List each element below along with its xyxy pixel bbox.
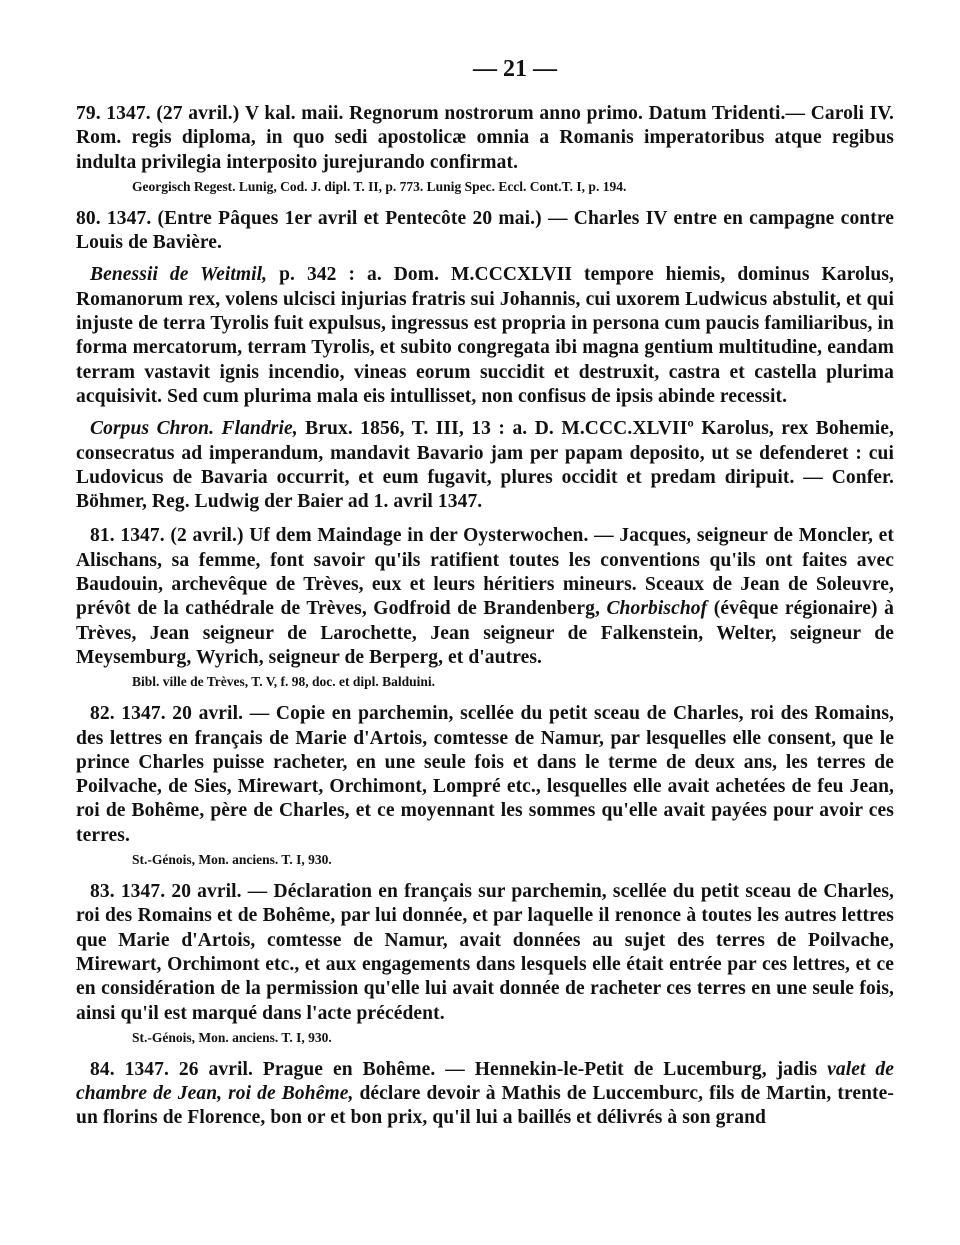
entry-number: 83. 1347.: [90, 881, 166, 903]
entry-italic: Chorbischof: [606, 598, 708, 620]
entry-number: 84. 1347.: [90, 1058, 169, 1080]
entry-83-text: [76, 880, 894, 1026]
entry-title: V kal. maii. Regnorum nostrorum anno primo. Datum Tridenti.—: [244, 103, 806, 124]
entry-body: — Hennekin-le-Petit de Lucemburg, jadis: [435, 1058, 828, 1080]
entry-body-end: (évêque régionaire) à Trèves, Jean seigneur de Larochette, Jean seigneur de Falkenstein, Welter, seigneur de Meysemburg, Wyrich, seigneur de Berperg, et d'autres.: [76, 598, 894, 668]
entry-date: 26 avril.: [168, 1058, 263, 1080]
entry-body: (Entre Pâques 1er avril et Pentecôte 20 mai.) — Charles IV entre en campagne contre Louis de Bavière.: [76, 207, 894, 254]
entry-italic: valet de chambre de Jean, roi de Bohême,: [76, 1058, 895, 1105]
entry-82: [76, 702, 894, 870]
entry-80-chronicle-2: [76, 417, 894, 514]
entry-83-source: St.-Génois, Mon. anciens. T. I, 930.: [132, 1029, 332, 1045]
entry-body: 20 avril. — Déclaration en français sur parchemin, scellée du petit sceau de Charles, roi des Romains et de Bohême, par lui donnée, et par laquelle il renonce à toutes les autres lettres que Marie d'Artois, comtesse de Namur, avait données au sujet des terres de Poilvache, Mirewart, Orchimont etc., et aux engagements dans lesquels elle était entrée par ces lettres, et ce en considération de la permission qu'elle lui avait donnée de racheter ces terres en une seule fois, ainsi qu'il est marqué dans l'acte précédent.: [76, 881, 895, 1024]
chronicle-text: p. 342 : a. Dom. M.CCCXLVII tempore hiemis, dominus Karolus, Romanorum rex, volens ulcisci injurias fratris sui Johannis, cui uxorem Ludwicus abstulit, et qui injuste de terra Tyrolis fuit expulsus, ingressus est propria in persona cum paucis familiaribus, in forma mercatorum, terram Tyrolis, et subito congregata ibi magna gentium multitudine, eandam terram vastavit ignis incendio, vineas eorum succidit et destruxit, castra et castella plurima acquisivit. Sed cum plurima mala eis intullisset, non confisus de ipsis abinde recessit.: [76, 264, 894, 407]
entry-body-end: déclare devoir à Mathis de Luccemburc, fils de Martin, trente-un florins de Florence, bon or et bon prix, qu'il lui a baillés et délivrés à son grand: [76, 1083, 894, 1129]
chronicle-title: Corpus Chron. Flandrie,: [90, 418, 298, 440]
entry-title: Uf dem Maindage in der Oysterwochen.: [249, 525, 589, 547]
entry-82-source: St.-Génois, Mon. anciens. T. I, 930.: [132, 852, 332, 868]
entry-79-text: [76, 102, 894, 175]
entry-80-text: [76, 207, 894, 256]
entry-83: [76, 880, 894, 1048]
entry-79-source: Georgisch Regest. Lunig, Cod. J. dipl. T. II, p. 773. Lunig Spec. Eccl. Cont.T. I, p. 194.: [132, 178, 627, 194]
entry-81-source: Bibl. ville de Trèves, T. V, f. 98, doc. et dipl. Balduini.: [132, 674, 436, 690]
entry-date: (2 avril.): [164, 525, 250, 547]
entry-number: 79. 1347.: [76, 103, 151, 124]
entry-80: [76, 207, 894, 515]
entry-79: [76, 102, 894, 197]
entry-title: Prague en Bohême.: [262, 1058, 436, 1080]
entry-81: [76, 524, 894, 692]
entry-body: Caroli IV. Rom. regis diploma, in quo sedi apostolicæ omnia a Romanis imperatoribus atque regibus indulta privilegia interposito jurejurando confirmat.: [76, 103, 895, 173]
chronicle-text: Brux. 1856, T. III, 13 : a. D. M.CCC.XLVIIº Karolus, rex Bohemie, consecratus ad imperandum, mandavit Bavario jam per papam deposito, ut se defenderet : cui Ludovicus de Bavaria occurrit, et eum fugavit, plures occidit et predam diripuit. — Confer. Böhmer, Reg. Ludwig der Baier ad 1. avril 1347.: [76, 418, 894, 513]
chronicle-title: Benessii de Weitmil,: [90, 264, 268, 286]
page-number: — 21 —: [473, 56, 557, 82]
entry-body: — Jacques, seigneur de Moncler, et Alischans, sa femme, font savoir qu'ils ratifient toutes les conventions qu'ils ont faites avec Baudouin, archevêque de Trèves, eux et leurs héritiers mineurs. Sceaux de Jean de Soleuvre, prévôt de la cathédrale de Trèves, Godfroid de Brandenberg,: [76, 525, 894, 620]
entry-date: (27 avril.): [150, 103, 245, 124]
entry-81-text: [76, 524, 894, 670]
entry-body: 20 avril. — Copie en parchemin, scellée du petit sceau de Charles, roi des Romains, des lettres en français de Marie d'Artois, comtesse de Namur, par lesquelles elle consent, que le prince Charles puisse racheter, en une seule fois et dans le terme de deux ans, les terres de Poilvache, de Sies, Mirewart, Orchimont, Lompré etc., lesquelles elle avait achetées de feu Jean, roi de Bohême, père de Charles, et ce moyennant les sommes qu'elle avait payées pour avoir ces terres.: [76, 703, 894, 846]
entry-number: 81. 1347.: [90, 525, 165, 547]
entry-84-text: [76, 1058, 894, 1131]
entry-80-chronicle-1: [76, 263, 894, 409]
entry-number: 80. 1347.: [76, 207, 152, 229]
entry-84: [76, 1058, 894, 1131]
entry-number: 82. 1347.: [90, 703, 166, 725]
entry-82-text: [76, 702, 894, 848]
